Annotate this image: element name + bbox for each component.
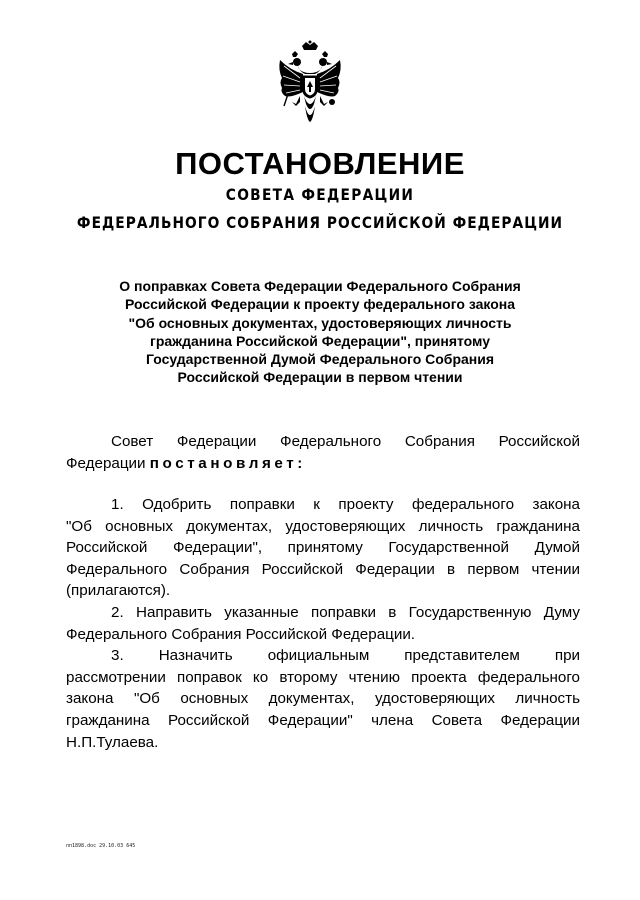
file-reference-footer: пп1898.doc 29.10.03 645 <box>66 843 136 849</box>
item-line: "Об основных документах, удостоверяющих личность гражданина <box>66 517 580 535</box>
item-line: гражданина Российской Федерации" члена Совета Федерации <box>66 711 580 729</box>
resolution-item-3 <box>66 645 580 753</box>
resolution-item-2 <box>66 602 580 645</box>
subject-line: Российской Федерации в первом чтении <box>177 369 463 386</box>
item-line: Федерального Собрания Российской Федерации. <box>66 625 416 643</box>
subject-line: О поправках Совета Федерации Федерального Собрания <box>119 278 521 294</box>
item-line: Российской Федерации", принятому Государственной Думой <box>66 539 580 557</box>
document-subject <box>80 277 560 387</box>
issuing-body-line-2: ФЕДЕРАЛЬНОГО СОБРАНИЯ РОССИЙСКОЙ ФЕДЕРАЦИИ <box>76 213 564 232</box>
subject-line: гражданина Российской Федерации", принятому <box>150 332 490 349</box>
resolution-item-1 <box>66 494 580 602</box>
subject-line: "Об основных документах, удостоверяющих личность <box>128 314 512 331</box>
issuing-body-line-1: СОВЕТА ФЕДЕРАЦИИ <box>225 185 415 204</box>
item-line: рассмотрении поправок ко второму чтению проекта федерального <box>66 668 580 686</box>
preamble <box>66 431 580 474</box>
preamble-line: Совет Федерации Федерального Собрания Российской <box>111 433 580 450</box>
item-line: закона "Об основных документах, удостоверяющих личность <box>66 690 580 708</box>
subject-line: Государственной Думой Федерального Собрания <box>145 351 495 368</box>
resolution-items <box>66 494 580 753</box>
preamble-line <box>66 453 580 475</box>
item-line: 3. Назначить официальным представителем при <box>111 647 580 665</box>
document-title: ПОСТАНОВЛЕНИЕ <box>175 146 465 181</box>
russian-coat-of-arms-icon <box>270 40 350 132</box>
preamble-prefix: Федерации <box>66 454 150 472</box>
item-line: Федерального Собрания Российской Федерации в первом чтении <box>66 560 580 578</box>
item-line: 1. Одобрить поправки к проекту федерального закона <box>111 496 580 513</box>
subject-line: Российской Федерации к проекту федерального закона <box>124 296 516 313</box>
item-line: Н.П.Тулаева. <box>66 733 159 751</box>
item-line: 2. Направить указанные поправки в Государственную Думу <box>111 603 580 621</box>
resolves-word: постановляет: <box>149 454 306 472</box>
item-line: (прилагаются). <box>66 582 171 600</box>
